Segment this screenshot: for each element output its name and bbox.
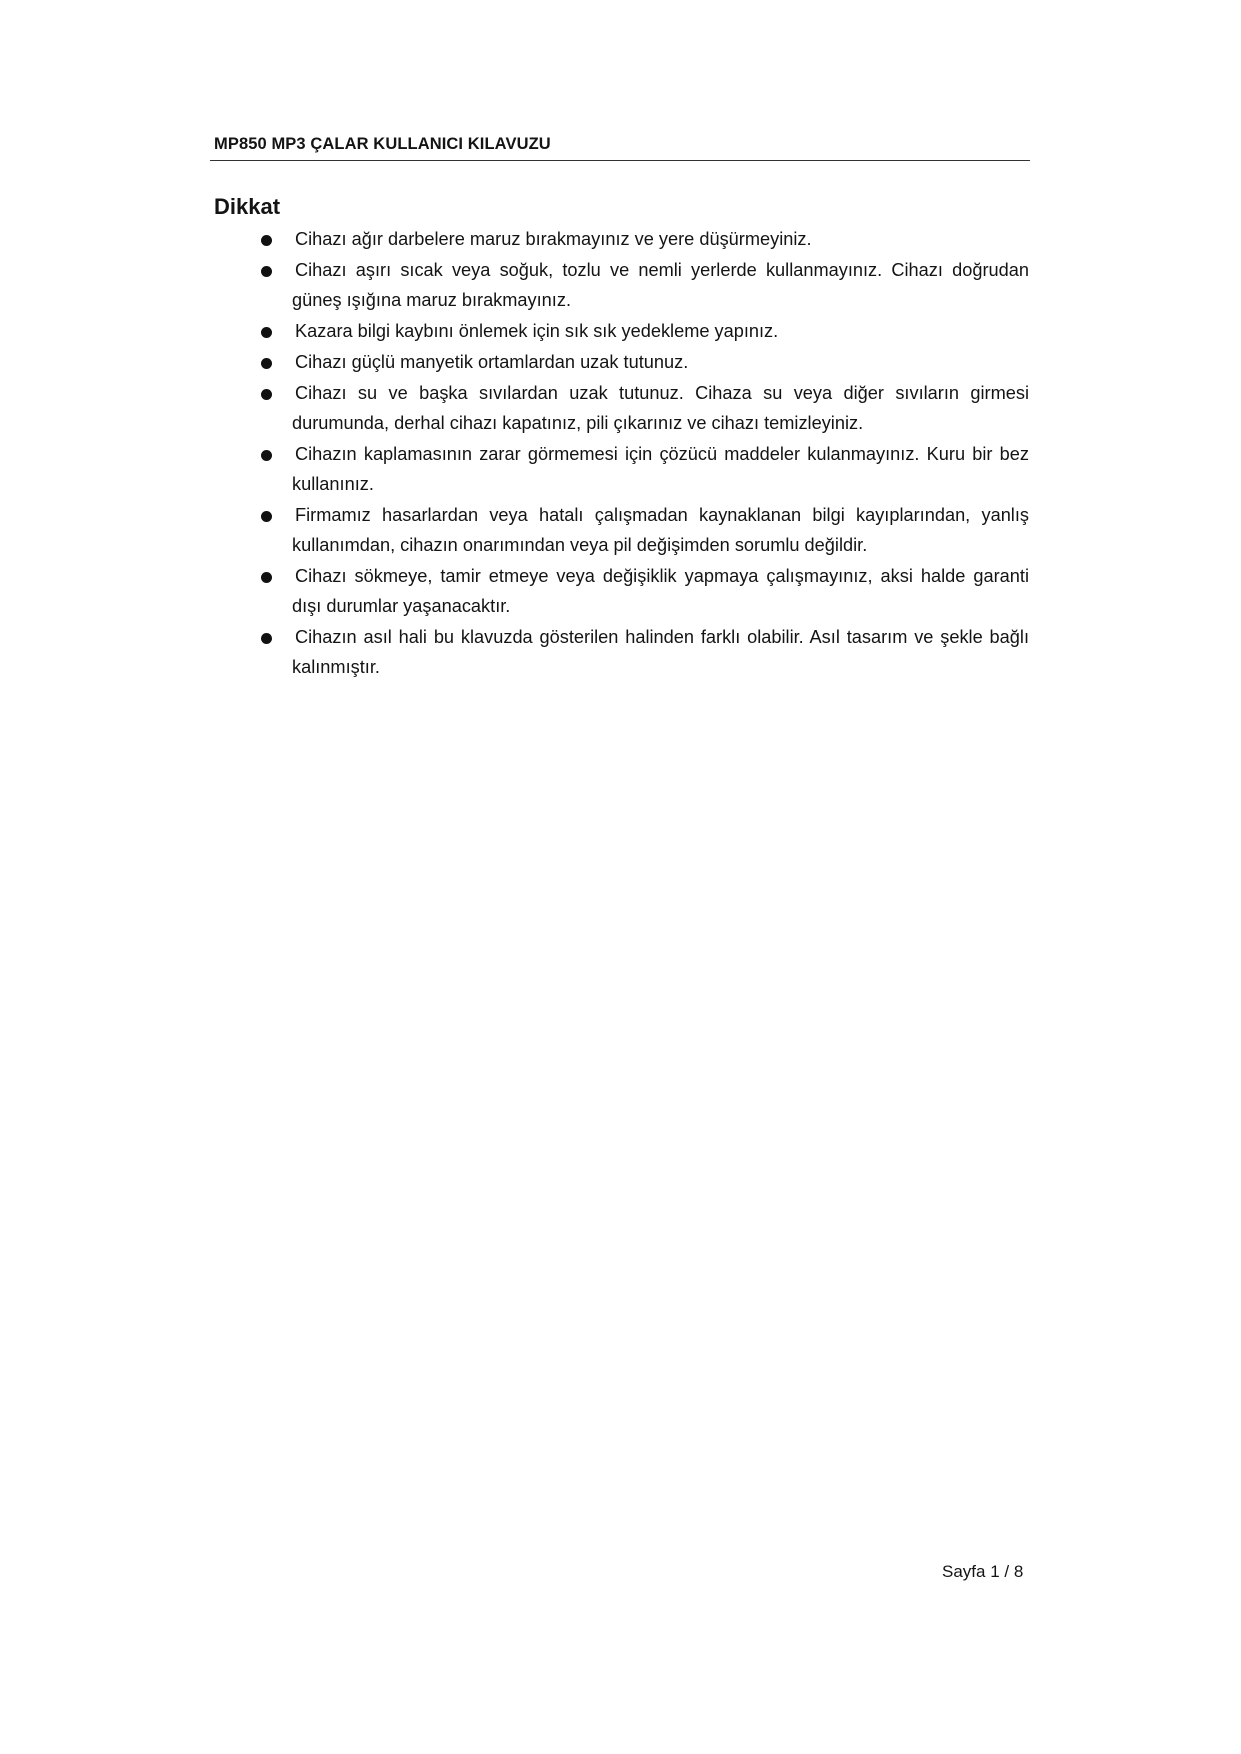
page-number: Sayfa 1 / 8 <box>942 1562 1024 1581</box>
list-item-text: Cihazı aşırı sıcak veya soğuk, tozlu ve nemli yerlerde kullanmayınız. Cihazı doğrudan güneş ışığına maruz bırakmayınız. <box>292 260 1029 310</box>
bullet-icon <box>261 450 272 461</box>
document-title: MP850 MP3 ÇALAR KULLANICI KILAVUZU <box>214 135 551 153</box>
bullet-icon <box>261 266 272 277</box>
bullet-icon <box>261 327 272 338</box>
section-heading: Dikkat <box>214 194 281 219</box>
list-item-text: Cihazın kaplamasının zarar görmemesi için çözücü maddeler kulanmayınız. Kuru bir bez kullanınız. <box>292 444 1029 494</box>
list-item-text: Cihazı sökmeye, tamir etmeye veya değişiklik yapmaya çalışmayınız, aksi halde garanti dışı durumlar yaşanacaktır. <box>292 566 1029 616</box>
bullet-icon <box>261 358 272 369</box>
list-item-text: Cihazı güçlü manyetik ortamlardan uzak tutunuz. <box>295 352 689 372</box>
bullet-icon <box>261 511 272 522</box>
list-item-text: Firmamız hasarlardan veya hatalı çalışmadan kaynaklanan bilgi kayıplarından, yanlış kullanımdan, cihazın onarımından veya pil değişimden sorumlu değildir. <box>292 505 1029 555</box>
bullet-icon <box>261 572 272 583</box>
bullet-icon <box>261 235 272 246</box>
list-item-text: Cihazın asıl hali bu klavuzda gösterilen halinden farklı olabilir. Asıl tasarım ve şekle bağlı kalınmıştır. <box>292 627 1029 677</box>
bullet-icon <box>261 633 272 644</box>
page-header <box>210 133 1030 161</box>
list-item-text: Kazara bilgi kaybını önlemek için sık sık yedekleme yapınız. <box>295 321 779 341</box>
list-item-text: Cihazı ağır darbelere maruz bırakmayınız ve yere düşürmeyiniz. <box>295 229 812 249</box>
bullet-icon <box>261 389 272 400</box>
list-item-text: Cihazı su ve başka sıvılardan uzak tutunuz. Cihaza su veya diğer sıvıların girmesi durumunda, derhal cihazı kapatınız, pili çıkarınız ve cihazı temizleyiniz. <box>292 383 1029 433</box>
